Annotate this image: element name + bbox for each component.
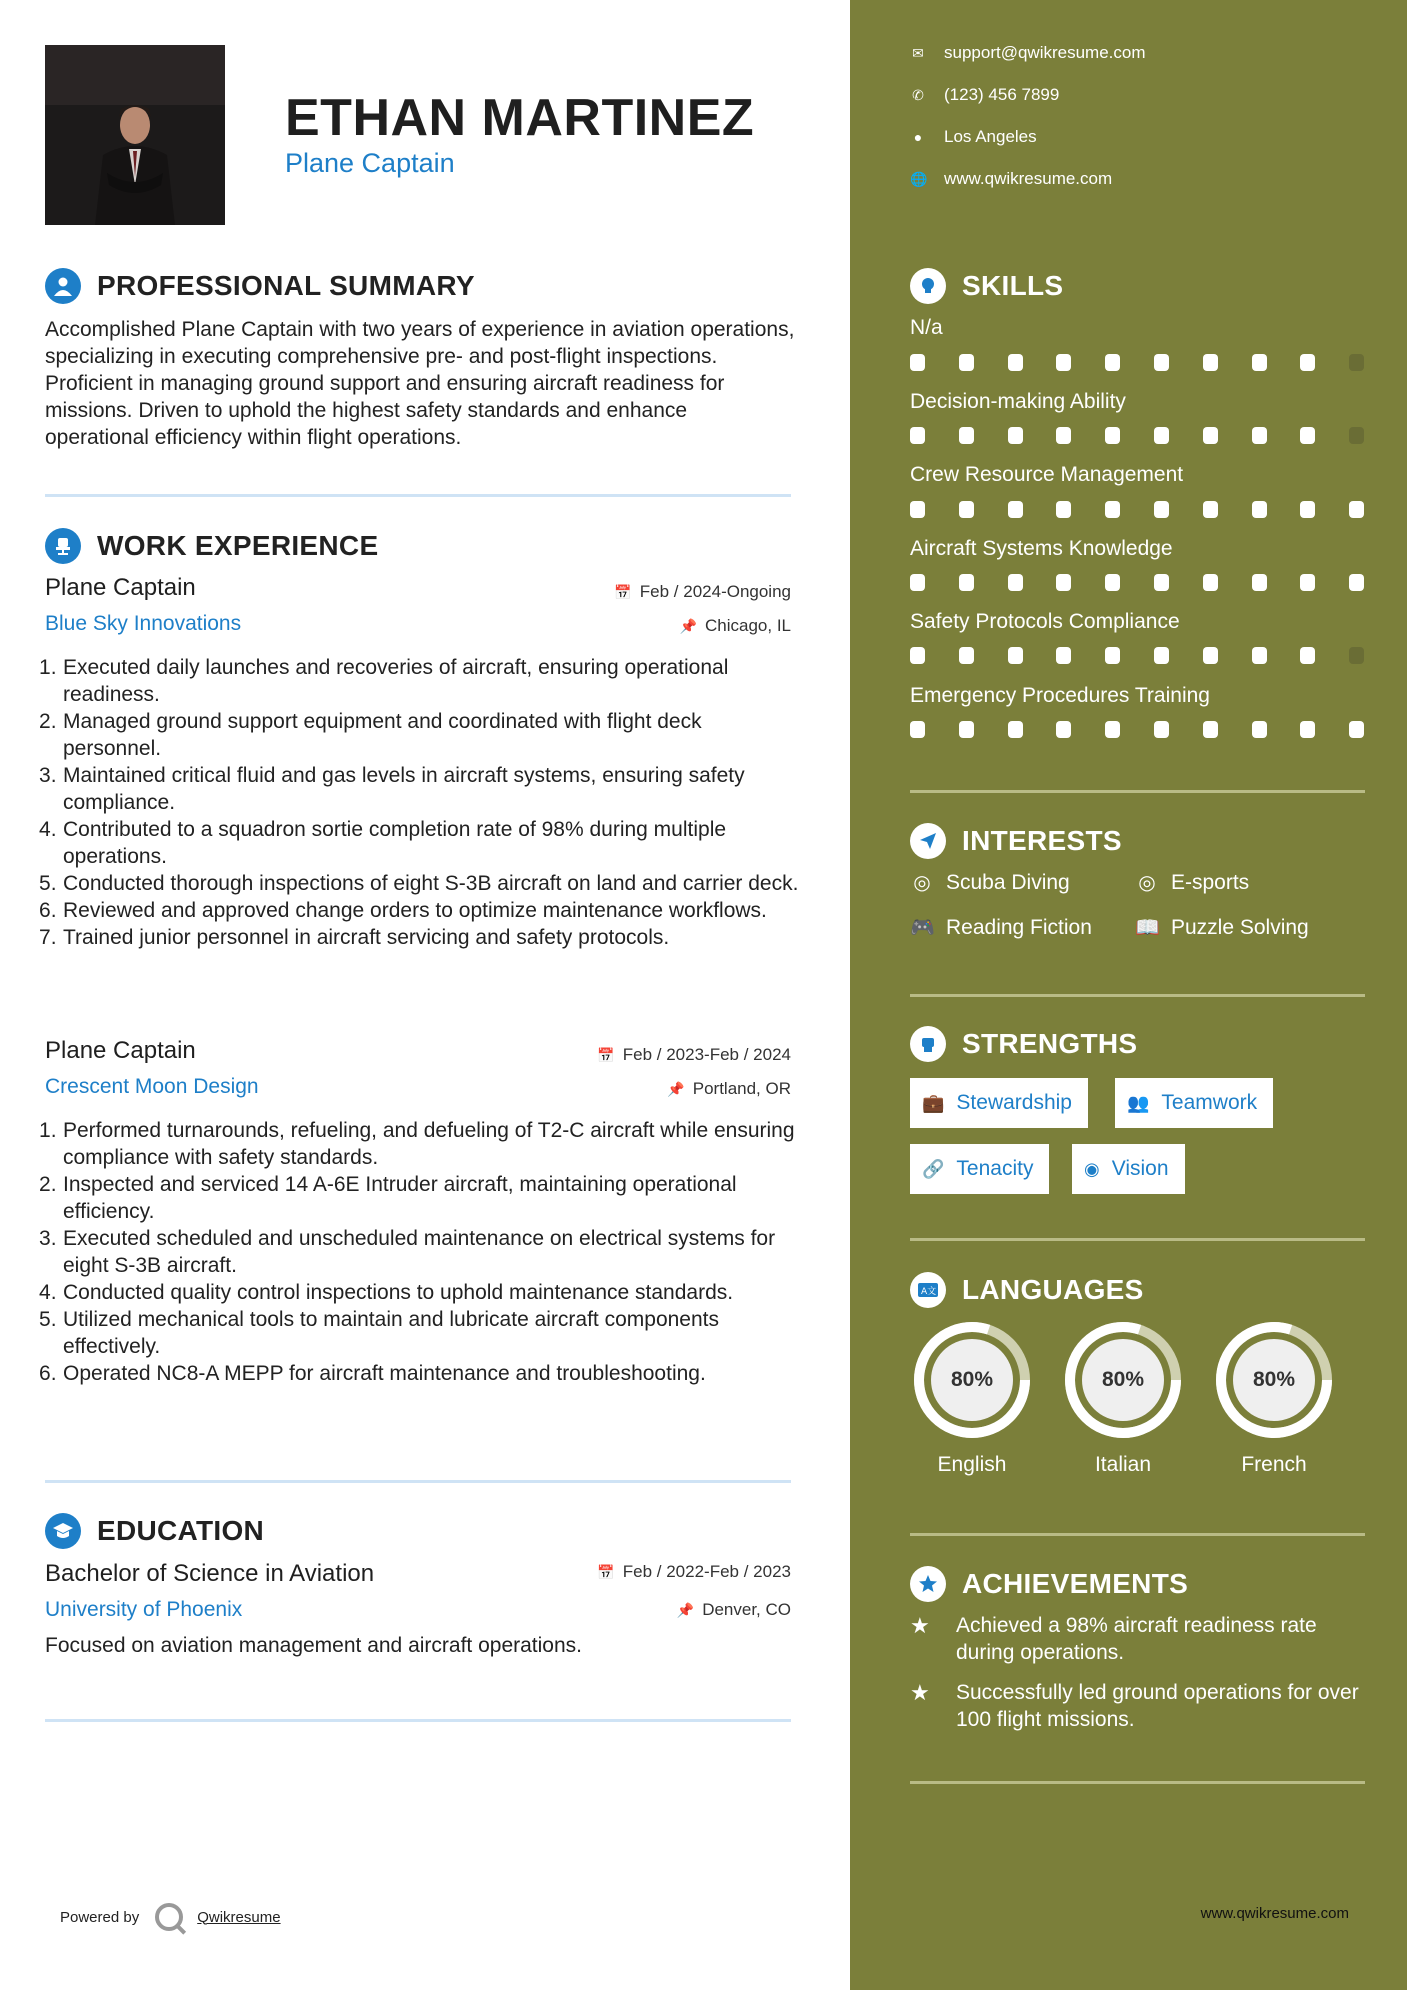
- sidebar: [850, 0, 1407, 1990]
- strength-tag: [910, 1078, 1088, 1128]
- rating-dot-filled: [1300, 721, 1315, 738]
- company-name: Blue Sky Innovations: [45, 612, 242, 635]
- calendar-icon: 📅: [597, 1563, 615, 1580]
- language-gauge: [910, 1318, 1034, 1442]
- language-percent: 80%: [1082, 1339, 1164, 1421]
- rating-dot-filled: [1203, 647, 1218, 664]
- user-icon: [45, 268, 81, 304]
- duty-item: Reviewed and approved change orders to optimize maintenance workflows.: [63, 899, 767, 922]
- rating-dot-filled: [1008, 574, 1023, 591]
- job-date-text: Feb / 2023-Feb / 2024: [622, 1045, 791, 1064]
- education-description: Focused on aviation management and aircraft operations.: [45, 1634, 582, 1657]
- star-badge-icon: [910, 1566, 946, 1602]
- job-date-text: Feb / 2024-Ongoing: [639, 582, 791, 601]
- pin-icon: 📌: [679, 617, 697, 634]
- profile-photo: [45, 45, 225, 225]
- education-date: [597, 1562, 791, 1582]
- pin-icon: 📌: [676, 1601, 695, 1618]
- rating-dot-filled: [959, 721, 974, 738]
- strength-label: Vision: [1111, 1157, 1169, 1180]
- duty-item: Inspected and serviced 14 A-6E Intruder aircraft, maintaining operational efficiency.: [63, 1173, 737, 1223]
- contact-phone[interactable]: [910, 85, 1059, 105]
- rating-dot-filled: [1203, 721, 1218, 738]
- footer-website[interactable]: www.qwikresume.com: [1200, 1905, 1349, 1922]
- divider: [45, 494, 791, 497]
- rating-dot-filled: [1154, 647, 1169, 664]
- chair-icon: [45, 528, 81, 564]
- rating-dot-filled: [1252, 501, 1267, 518]
- rating-dot-filled: [959, 427, 974, 444]
- interest-item: [1135, 870, 1249, 895]
- experience-heading: [45, 528, 378, 564]
- rating-dot-filled: [1203, 501, 1218, 518]
- job-location: [667, 1079, 791, 1099]
- achievement-text: Achieved a 98% aircraft readiness rate during operations.: [956, 1614, 1317, 1664]
- duty-item: Performed turnarounds, refueling, and defueling of T2-C aircraft while ensuring compliance with safety standards.: [63, 1119, 795, 1169]
- gamepad-icon: 🎮: [910, 917, 935, 939]
- svg-text:A文: A文: [921, 1287, 937, 1297]
- divider: [910, 1533, 1365, 1536]
- education-heading: [45, 1513, 264, 1549]
- rating-dot-filled: [1105, 501, 1120, 518]
- rating-dot-filled: [1154, 574, 1169, 591]
- lifebuoy-icon: ◎: [913, 872, 931, 894]
- rating-dot-filled: [1008, 501, 1023, 518]
- rating-dot-filled: [1252, 354, 1267, 371]
- map-pin-icon: ●: [913, 129, 923, 145]
- rating-dot-filled: [1300, 427, 1315, 444]
- interest-label: Reading Fiction: [946, 915, 1092, 939]
- book-icon: 📖: [1135, 917, 1160, 939]
- skills-heading: [910, 268, 1063, 304]
- calendar-icon: 📅: [614, 583, 632, 600]
- achievements-heading: [910, 1566, 1188, 1602]
- interest-item: [910, 915, 1092, 940]
- rating-dot-filled: [1252, 647, 1267, 664]
- experience-title: WORK EXPERIENCE: [97, 530, 379, 561]
- divider: [45, 1719, 791, 1722]
- rating-dot-filled: [1105, 647, 1120, 664]
- job-location-text: Portland, OR: [692, 1079, 791, 1098]
- strength-label: Tenacity: [956, 1157, 1034, 1180]
- globe-icon: 🌐: [910, 170, 928, 187]
- rating-dot-filled: [910, 647, 925, 664]
- skill-name: Aircraft Systems Knowledge: [910, 537, 1173, 560]
- rating-dot-filled: [1300, 647, 1315, 664]
- skill-rating: [910, 721, 1370, 739]
- fist-icon: [910, 1026, 946, 1062]
- contact-email[interactable]: [910, 43, 1146, 63]
- rating-dot-filled: [1349, 501, 1364, 518]
- education-title: EDUCATION: [97, 1515, 265, 1546]
- rating-dot-filled: [959, 501, 974, 518]
- rating-dot-filled: [1008, 721, 1023, 738]
- rating-dot-filled: [959, 574, 974, 591]
- rating-dot-filled: [910, 427, 925, 444]
- calendar-icon: 📅: [597, 1046, 615, 1063]
- pin-icon: 📌: [667, 1080, 685, 1097]
- education-location-text: Denver, CO: [702, 1600, 791, 1619]
- rating-dot-empty: [1349, 354, 1364, 371]
- rating-dot-filled: [1300, 354, 1315, 371]
- rating-dot-filled: [959, 354, 974, 371]
- rating-dot-filled: [1154, 501, 1169, 518]
- skill-name: Emergency Procedures Training: [910, 684, 1210, 707]
- rating-dot-filled: [1300, 574, 1315, 591]
- rating-dot-filled: [1203, 427, 1218, 444]
- duty-item: Contributed to a squadron sortie completion rate of 98% during multiple operations.: [63, 818, 727, 868]
- rating-dot-filled: [910, 354, 925, 371]
- language-percent: 80%: [931, 1339, 1013, 1421]
- education-location: [677, 1600, 791, 1620]
- rating-dot-filled: [1008, 427, 1023, 444]
- rating-dot-filled: [1349, 721, 1364, 738]
- rating-dot-filled: [1008, 647, 1023, 664]
- interest-label: E-sports: [1171, 870, 1250, 894]
- candidate-name: ETHAN MARTINEZ: [285, 89, 755, 147]
- rating-dot-filled: [1252, 427, 1267, 444]
- binoculars-icon: ◉: [1084, 1158, 1100, 1179]
- rating-dot-filled: [1056, 354, 1071, 371]
- achievement-item: [910, 1612, 1380, 1666]
- powered-by: [60, 1903, 281, 1931]
- languages-title: LANGUAGES: [962, 1274, 1144, 1305]
- summary-heading: [45, 268, 475, 304]
- duty-item: Operated NC8-A MEPP for aircraft maintenance and troubleshooting.: [63, 1362, 706, 1385]
- lightbulb-icon: [910, 268, 946, 304]
- contact-website[interactable]: [910, 169, 1112, 189]
- school-name: University of Phoenix: [45, 1598, 243, 1621]
- contact-email-text: support@qwikresume.com: [944, 43, 1146, 62]
- interest-item: [910, 870, 1070, 895]
- rating-dot-filled: [1105, 574, 1120, 591]
- skill-name: Crew Resource Management: [910, 463, 1184, 486]
- skill-rating: [910, 427, 1370, 445]
- language-gauge: [1212, 1318, 1336, 1442]
- language-name: French: [1241, 1453, 1307, 1476]
- rating-dot-filled: [1154, 721, 1169, 738]
- link-icon: 🔗: [922, 1158, 945, 1179]
- duty-item: Maintained critical fluid and gas levels in aircraft systems, ensuring safety compliance.: [63, 764, 745, 814]
- rating-dot-filled: [1056, 427, 1071, 444]
- graduation-cap-icon: [45, 1513, 81, 1549]
- rating-dot-filled: [1154, 427, 1169, 444]
- language-gauge: [1061, 1318, 1185, 1442]
- contact-location: [910, 127, 1037, 147]
- strengths-title: STRENGTHS: [962, 1028, 1138, 1059]
- degree-title: Bachelor of Science in Aviation: [45, 1560, 375, 1587]
- language-name: Italian: [1094, 1453, 1152, 1476]
- job-date: [597, 1045, 791, 1065]
- duty-item: Executed daily launches and recoveries of aircraft, ensuring operational readiness.: [63, 656, 729, 706]
- qwikresume-logo-icon: [155, 1903, 183, 1931]
- rating-dot-filled: [1252, 574, 1267, 591]
- language-percent: 80%: [1233, 1339, 1315, 1421]
- divider: [910, 994, 1365, 997]
- skill-rating: [910, 354, 1370, 372]
- interests-heading: [910, 823, 1122, 859]
- skill-rating: [910, 501, 1370, 519]
- job-location: [680, 616, 791, 636]
- translate-icon: [910, 1272, 946, 1308]
- rating-dot-filled: [910, 574, 925, 591]
- job-title: Plane Captain: [45, 1037, 196, 1064]
- strength-label: Teamwork: [1161, 1091, 1258, 1114]
- duty-list: [45, 1117, 805, 1387]
- rating-dot-filled: [1056, 501, 1071, 518]
- summary-text: Accomplished Plane Captain with two years of experience in aviation operations, specializing in executing comprehensive pre- and post-flight inspections. Proficient in managing ground support and ensuring aircraft readiness for missions. Driven to uphold the highest safety standards and enhance operational efficiency within flight operations.: [45, 318, 795, 449]
- powered-by-label: Powered by: [60, 1908, 140, 1926]
- rating-dot-filled: [1349, 574, 1364, 591]
- strength-tag: [1115, 1078, 1273, 1128]
- contact-website-text: www.qwikresume.com: [944, 169, 1113, 188]
- duty-item: Utilized mechanical tools to maintain and lubricate aircraft components effectively.: [63, 1308, 719, 1358]
- duty-item: Trained junior personnel in aircraft servicing and safety protocols.: [63, 926, 670, 949]
- rating-dot-empty: [1349, 647, 1364, 664]
- rating-dot-filled: [1056, 721, 1071, 738]
- achievement-text: Successfully led ground operations for over 100 flight missions.: [956, 1681, 1359, 1731]
- skills-title: SKILLS: [962, 270, 1064, 301]
- skill-name: Safety Protocols Compliance: [910, 610, 1180, 633]
- divider: [910, 1238, 1365, 1241]
- duty-list: [45, 654, 805, 951]
- lifebuoy-icon: ◎: [1138, 872, 1156, 894]
- contact-phone-text: (123) 456 7899: [944, 85, 1060, 104]
- rating-dot-filled: [1252, 721, 1267, 738]
- rating-dot-empty: [1349, 427, 1364, 444]
- language-name: English: [937, 1453, 1007, 1476]
- rating-dot-filled: [1008, 354, 1023, 371]
- rating-dot-filled: [1154, 354, 1169, 371]
- rating-dot-filled: [1203, 354, 1218, 371]
- rating-dot-filled: [910, 721, 925, 738]
- shooting-star-icon: ★: [910, 1680, 930, 1705]
- divider: [910, 790, 1365, 793]
- skill-rating: [910, 647, 1370, 665]
- interest-label: Puzzle Solving: [1171, 915, 1309, 939]
- duty-item: Managed ground support equipment and coordinated with flight deck personnel.: [63, 710, 702, 760]
- interest-label: Scuba Diving: [946, 870, 1070, 894]
- rating-dot-filled: [1056, 574, 1071, 591]
- rating-dot-filled: [1300, 501, 1315, 518]
- job-location-text: Chicago, IL: [705, 616, 791, 635]
- achievements-title: ACHIEVEMENTS: [962, 1568, 1189, 1599]
- education-date-text: Feb / 2022-Feb / 2023: [622, 1562, 791, 1581]
- users-icon: 👥: [1127, 1092, 1150, 1113]
- interest-item: [1135, 915, 1309, 940]
- candidate-role: Plane Captain: [285, 148, 455, 178]
- contact-location-text: Los Angeles: [944, 127, 1037, 146]
- rating-dot-filled: [1105, 721, 1120, 738]
- job-date: [614, 582, 791, 602]
- languages-heading: [910, 1272, 1144, 1308]
- shooting-star-icon: ★: [910, 1613, 930, 1638]
- paper-plane-icon: [910, 823, 946, 859]
- qwikresume-link[interactable]: Qwikresume: [197, 1908, 281, 1926]
- summary-title: PROFESSIONAL SUMMARY: [97, 270, 475, 301]
- rating-dot-filled: [1105, 354, 1120, 371]
- company-name: Crescent Moon Design: [45, 1075, 259, 1098]
- strengths-heading: [910, 1026, 1137, 1062]
- phone-icon: ✆: [912, 86, 924, 103]
- skill-rating: [910, 574, 1370, 592]
- strength-label: Stewardship: [956, 1091, 1072, 1114]
- job-title: Plane Captain: [45, 574, 196, 601]
- duty-item: Conducted thorough inspections of eight S-3B aircraft on land and carrier deck.: [63, 872, 799, 895]
- divider: [45, 1480, 791, 1483]
- rating-dot-filled: [1203, 574, 1218, 591]
- envelope-icon: ✉: [912, 44, 924, 61]
- rating-dot-filled: [910, 501, 925, 518]
- strength-tag: [910, 1144, 1049, 1194]
- rating-dot-filled: [1105, 427, 1120, 444]
- duty-item: Executed scheduled and unscheduled maintenance on electrical systems for eight S-3B aircraft.: [63, 1227, 776, 1277]
- achievement-item: [910, 1679, 1380, 1733]
- skill-name: N/a: [910, 316, 943, 339]
- strength-tag: [1072, 1144, 1185, 1194]
- rating-dot-filled: [1056, 647, 1071, 664]
- rating-dot-filled: [959, 647, 974, 664]
- skill-name: Decision-making Ability: [910, 390, 1126, 413]
- interests-title: INTERESTS: [962, 825, 1122, 856]
- duty-item: Conducted quality control inspections to uphold maintenance standards.: [63, 1281, 734, 1304]
- divider: [910, 1781, 1365, 1784]
- briefcase-icon: 💼: [922, 1092, 945, 1113]
